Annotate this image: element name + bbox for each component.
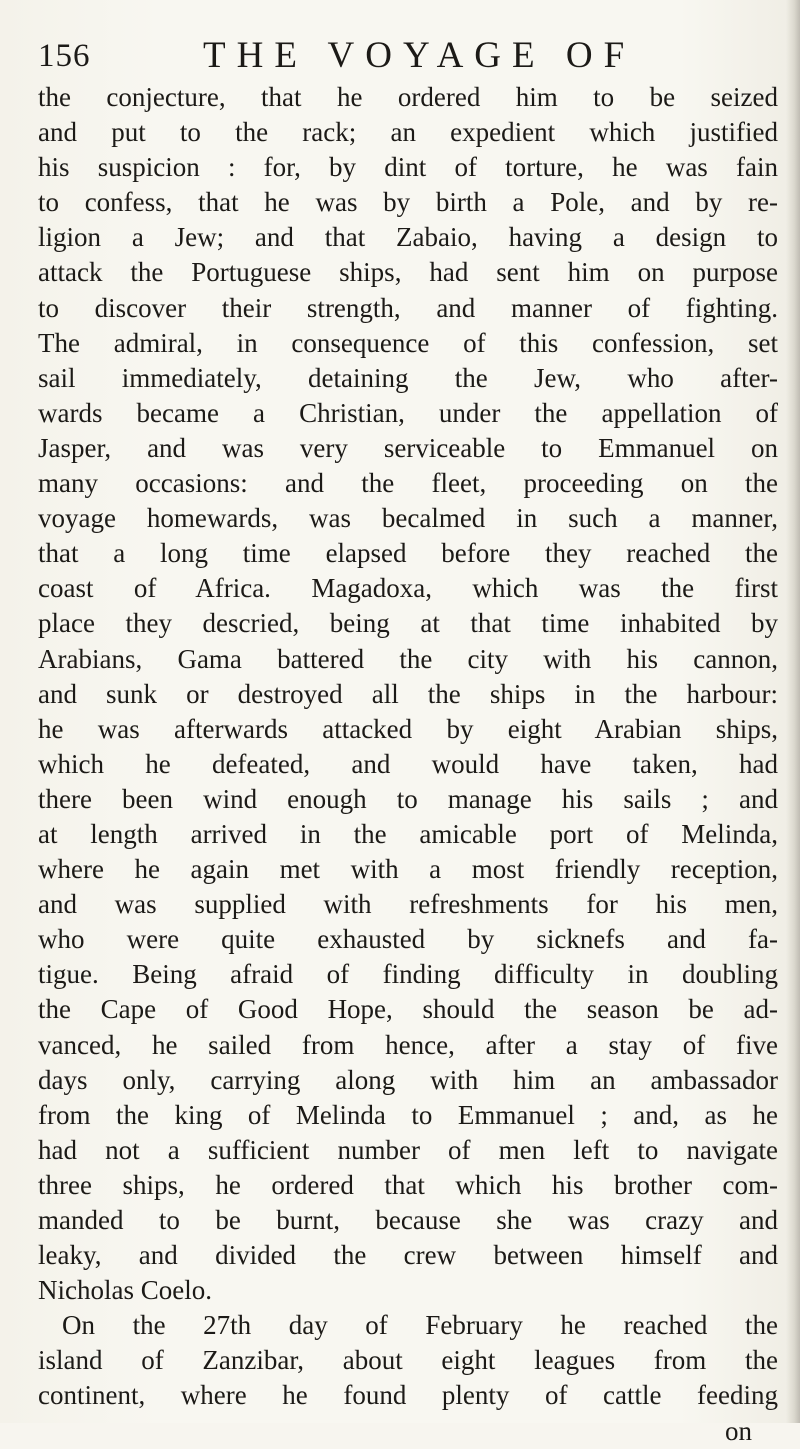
text-line: island of Zanzibar, about eight leagues from the [38, 1345, 778, 1376]
page-edge-shadow [786, 0, 800, 1423]
text-line: three ships, he ordered that which his brother com- [38, 1169, 778, 1200]
text-line: that a long time elapsed before they reached the [38, 538, 778, 569]
text-line: vanced, he sailed from hence, after a stay of five [38, 1029, 778, 1060]
paragraph-start-line: On the 27th day of February he reached the [62, 1310, 778, 1341]
text-line: place they descried, being at that time inhabited by [38, 608, 778, 639]
text-line: from the king of Melinda to Emmanuel ; and, as he [38, 1099, 778, 1130]
text-line: tigue. Being afraid of finding difficulty in doubling [38, 959, 778, 990]
text-line: the Cape of Good Hope, should the season be ad- [38, 994, 778, 1025]
body-text [38, 80, 778, 1449]
text-line: leaky, and divided the crew between himself and [38, 1240, 778, 1271]
text-line: at length arrived in the amicable port of Melinda, [38, 818, 778, 849]
text-line: manded to be burnt, because she was crazy and [38, 1205, 778, 1235]
text-line: continent, where he found plenty of cattle feeding [38, 1380, 778, 1411]
text-line: attack the Portuguese ships, had sent him on purpose [38, 257, 778, 288]
text-line: and sunk or destroyed all the ships in the harbour: [38, 678, 778, 709]
running-title: THE VOYAGE OF [203, 35, 636, 76]
text-line: wards became a Christian, under the appellation of [38, 397, 778, 428]
text-line: and was supplied with refreshments for his men, [38, 889, 778, 920]
text-line: his suspicion : for, by dint of torture, he was fain [38, 152, 778, 183]
text-line: to discover their strength, and manner of fighting. [38, 292, 778, 323]
text-line: days only, carrying along with him an ambassador [38, 1064, 778, 1095]
text-line: Jasper, and was very serviceable to Emmanuel on [38, 432, 778, 463]
text-line: and put to the rack; an expedient which justified [38, 117, 778, 148]
text-line: had not a sufficient number of men left to navigate [38, 1134, 778, 1165]
text-line: where he again met with a most friendly reception, [38, 854, 778, 885]
text-line: there been wind enough to manage his sails ; and [38, 783, 778, 814]
text-line: voyage homewards, was becalmed in such a manner, [38, 503, 778, 534]
page-header [38, 32, 778, 82]
text-line: he was afterwards attacked by eight Arabian ships, [38, 713, 778, 744]
text-line: which he defeated, and would have taken, had [38, 748, 778, 779]
text-line: to confess, that he was by birth a Pole, and by re- [38, 187, 778, 218]
text-line: Arabians, Gama battered the city with his cannon, [38, 643, 778, 674]
text-line: the conjecture, that he ordered him to be seized [38, 82, 778, 112]
text-line: sail immediately, detaining the Jew, who after- [38, 362, 778, 393]
text-line: many occasions: and the fleet, proceeding on the [38, 468, 778, 499]
text-line: who were quite exhausted by sicknefs and fa- [38, 924, 778, 955]
page-number: 156 [38, 38, 91, 74]
text-line: ligion a Jew; and that Zabaio, having a design to [38, 222, 778, 253]
text-line: coast of Africa. Magadoxa, which was the first [38, 573, 778, 604]
catchword: on [725, 1415, 752, 1446]
text-line: Nicholas Coelo. [38, 1275, 212, 1306]
text-line: The admiral, in consequence of this confession, set [38, 327, 778, 358]
